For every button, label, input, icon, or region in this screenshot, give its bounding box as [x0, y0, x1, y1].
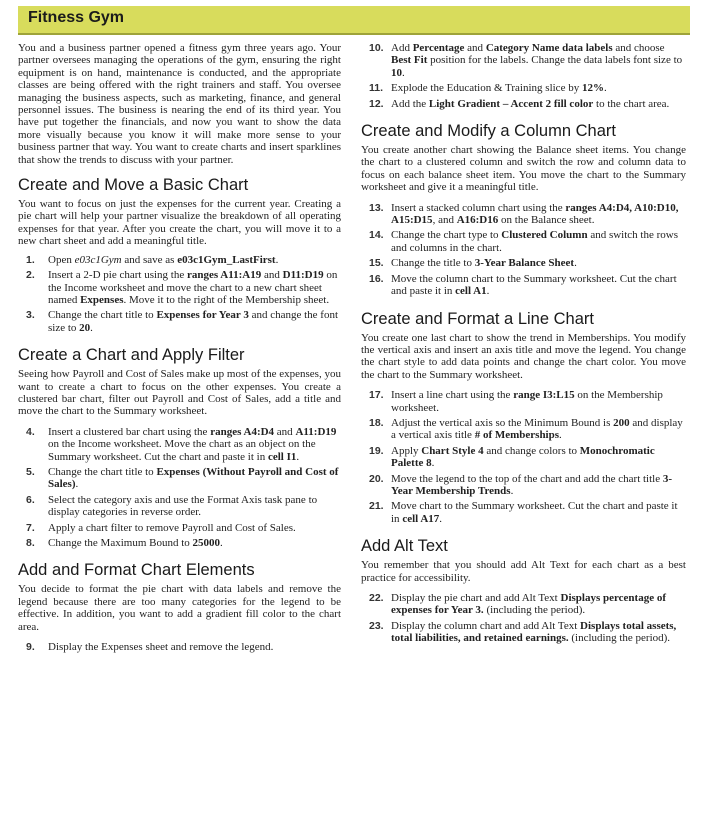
step-item — [18, 309, 341, 334]
step-text: Adjust the vertical axis so the Minimum Bound is 200 and display a vertical axis title # of Memberships. — [391, 416, 683, 442]
section-heading-alt-text: Add Alt Text — [361, 537, 448, 556]
section-heading-basic-chart: Create and Move a Basic Chart — [18, 176, 249, 195]
step-item — [361, 620, 686, 645]
step-number: 1. — [26, 253, 35, 266]
step-item — [18, 494, 341, 519]
step-item — [361, 417, 686, 442]
section-intro-line-chart: You create one last chart to show the trend in Memberships. You modify the vertical axis and insert an axis title and move the legend. You change the chart style to add data points and change the chart color. You move the chart to the Summary worksheet. — [361, 331, 686, 381]
step-item — [18, 641, 341, 653]
step-number: 11. — [369, 82, 384, 95]
left-column — [18, 40, 341, 656]
step-number: 21. — [369, 500, 384, 513]
steps-list-6 — [361, 389, 686, 525]
step-text: Move the column chart to the Summary worksheet. Cut the chart and paste it in cell A1. — [391, 272, 677, 298]
step-item — [361, 257, 686, 269]
step-number: 4. — [26, 425, 35, 438]
step-text: Add the Light Gradient – Accent 2 fill color to the chart area. — [391, 97, 670, 110]
section-heading-line-chart: Create and Format a Line Chart — [361, 309, 594, 328]
section-intro-chart-filter: Seeing how Payroll and Cost of Sales make up most of the expenses, you want to create a chart to focus on the other expenses. You create a clustered bar chart, filter out Payroll and Cost of Sales, add a title and move the chart to the Summary worksheet. — [18, 368, 341, 418]
step-item — [361, 82, 686, 94]
step-text: Display the pie chart and add Alt Text Displays percentage of expenses for Year 3. (including the period). — [391, 592, 667, 617]
step-item — [361, 273, 686, 298]
step-number: 12. — [369, 97, 384, 110]
step-number: 19. — [369, 444, 384, 457]
step-item — [361, 98, 686, 110]
steps-list-2 — [18, 426, 341, 550]
step-text: Display the Expenses sheet and remove the legend. — [48, 641, 274, 654]
steps-list-3 — [18, 641, 341, 653]
step-item — [18, 254, 341, 266]
page-title: Fitness Gym — [28, 9, 125, 26]
title-bar — [18, 6, 690, 35]
step-text: Insert a stacked column chart using the ranges A4:D4, A10:D10, A15:D15, and A16:D16 on the Balance sheet. — [391, 201, 679, 227]
step-text: Insert a clustered bar chart using the ranges A4:D4 and A11:D19 on the Income worksheet. Move the chart as an object on the Summary worksheet. Cut the chart and paste it in cell I1. — [48, 425, 337, 463]
step-text: Insert a line chart using the range I3:L15 on the Membership worksheet. — [391, 389, 663, 414]
step-number: 8. — [26, 537, 35, 549]
intro-paragraph: You and a business partner opened a fitness gym three years ago. Your partner oversees managing the operations of the gym, ensuring the right equipment is on hand, maintenance is conducted, and the appropriate classes are being offered with the right trainers and staff. You oversee managing the business aspects, such as marketing, finance, and general personnel issues. The business is nearing the end of its third year. You have put together the financials, and now you want to show the data more visually because you know it will make more sense to your business partner that way. You want to create charts and insert sparklines that show the trends to discuss with your partner. — [18, 42, 341, 166]
step-number: 15. — [369, 257, 384, 270]
step-text: Apply Chart Style 4 and change colors to Monochromatic Palette 8. — [391, 444, 655, 470]
step-text: Move chart to the Summary worksheet. Cut the chart and paste it in cell A17. — [391, 500, 678, 525]
section-heading-column-chart: Create and Modify a Column Chart — [361, 122, 616, 141]
step-item — [361, 473, 686, 498]
step-text: Open e03c1Gym and save as e03c1Gym_LastFirst. — [48, 253, 279, 266]
steps-list-7 — [361, 592, 686, 645]
step-number: 9. — [26, 641, 35, 654]
step-text: Explode the Education & Training slice by 12%. — [391, 82, 607, 95]
step-item — [18, 426, 341, 463]
step-text: Change the chart title to Expenses for Year 3 and change the font size to 20. — [48, 309, 339, 334]
step-number: 3. — [26, 309, 35, 322]
steps-list-4 — [361, 42, 686, 110]
section-intro-basic-chart: You want to focus on just the expenses for the current year. Creating a pie chart will help your partner visualize the breakdown of all operating expenses for that year. After you create the chart, you will move it to a new chart sheet and add a meaningful title. — [18, 198, 341, 248]
section-intro-alt-text: You remember that you should add Alt Text for each chart as a best practice for accessibility. — [361, 559, 686, 584]
step-number: 23. — [369, 619, 384, 632]
step-number: 5. — [26, 465, 35, 478]
step-item — [361, 500, 686, 525]
step-number: 13. — [369, 201, 384, 214]
step-item — [18, 466, 341, 491]
step-text: Apply a chart filter to remove Payroll and Cost of Sales. — [48, 521, 296, 534]
step-text: Move the legend to the top of the chart and add the chart title 3-Year Membership Trends. — [391, 472, 673, 497]
step-item — [361, 42, 686, 79]
step-item — [361, 202, 686, 227]
section-intro-column-chart: You create another chart showing the Balance sheet items. You change the chart to a clustered column and switch the row and column data to focus on each balance sheet item. You move the chart to the Summary worksheet and give it a meaningful title. — [361, 144, 686, 194]
step-number: 22. — [369, 592, 384, 604]
step-number: 2. — [26, 269, 35, 282]
step-number: 17. — [369, 389, 384, 402]
step-text: Add Percentage and Category Name data labels and choose Best Fit position for the labels. Change the data labels font size to 10. — [391, 42, 683, 79]
step-item — [18, 537, 341, 549]
step-text: Insert a 2-D pie chart using the ranges A11:A19 and D11:D19 on the Income worksheet and move the chart to a new chart sheet named Expenses. Move it to the right of the Membership sheet. — [48, 269, 338, 306]
step-text: Change the title to 3-Year Balance Sheet. — [391, 257, 577, 270]
step-text: Change the chart type to Clustered Column and switch the rows and columns in the chart. — [391, 229, 678, 254]
right-column — [361, 40, 686, 648]
step-number: 20. — [369, 472, 384, 485]
step-item — [18, 522, 341, 534]
step-item — [361, 229, 686, 254]
step-text: Change the Maximum Bound to 25000. — [48, 537, 223, 549]
step-number: 18. — [369, 416, 384, 429]
step-number: 10. — [369, 42, 384, 54]
step-text: Change the chart title to Expenses (Without Payroll and Cost of Sales). — [48, 465, 339, 491]
step-number: 7. — [26, 521, 35, 534]
section-intro-format-elements: You decide to format the pie chart with data labels and remove the legend because there are too many categories for the legend to be effective. In addition, you want to add a gradient fill color to the chart area. — [18, 583, 341, 633]
step-item — [361, 389, 686, 414]
section-heading-chart-filter: Create a Chart and Apply Filter — [18, 346, 245, 365]
step-item — [18, 269, 341, 306]
steps-list-1 — [18, 254, 341, 334]
section-heading-format-elements: Add and Format Chart Elements — [18, 561, 255, 580]
step-number: 14. — [369, 229, 384, 242]
step-number: 6. — [26, 493, 35, 506]
step-item — [361, 445, 686, 470]
step-item — [361, 592, 686, 617]
step-number: 16. — [369, 272, 384, 285]
step-text: Select the category axis and use the Format Axis task pane to display categories in reverse order. — [48, 493, 318, 519]
steps-list-5 — [361, 202, 686, 298]
step-text: Display the column chart and add Alt Text Displays total assets, total liabilities, and retained earnings. (including the period). — [391, 619, 677, 645]
